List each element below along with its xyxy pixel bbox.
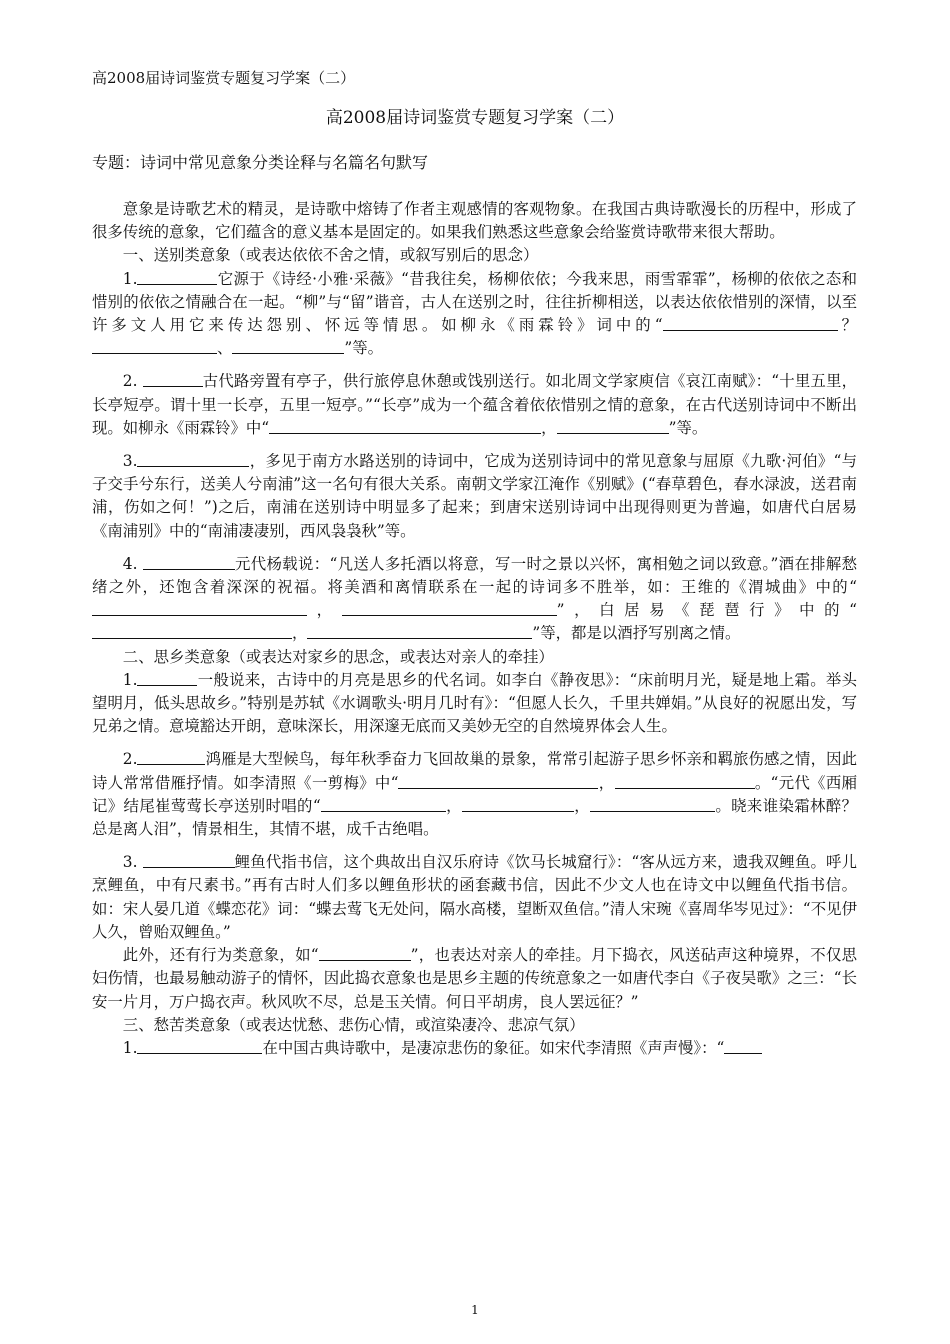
intro-paragraph: 意象是诗歌艺术的精灵，是诗歌中熔铸了作者主观感情的客观物象。在我国古典诗歌漫长的历程中，形成了很多传统的意象，它们蕴含的意义基本是固定的。如果我们熟悉这些意象会给鉴赏诗歌带来很大帮助。 [92, 200, 857, 242]
fill-blank[interactable] [92, 338, 217, 354]
fill-blank[interactable] [462, 796, 574, 812]
running-header: 高2008届诗词鉴赏专题复习学案（二） [92, 69, 356, 87]
fill-blank[interactable] [137, 269, 217, 285]
fill-blank[interactable] [92, 600, 307, 616]
sec2-item-1: 1. 一般说来，古诗中的月亮是思乡的代名词。如李白《静夜思》：“床前明月光，疑是地上霜。举头望明月，低头思故乡。”特别是苏轼《水调歌头·明月几时有》：“但愿人长久，千里共婵娟。”从良好的祝愿出发，写兄弟之情。意境豁达开朗，意味深长，用深邃无底而又美妙无空的自然境界体会人生。 [92, 670, 857, 736]
topic-line: 专题：诗词中常见意象分类诠释与名篇名句默写 [92, 153, 429, 172]
sec2-item-2: 2. 鸿雁是大型候鸟，每年秋季奋力飞回故巢的景象，常常引起游子思乡怀亲和羁旅伤感之情，因此诗人常常借雁抒情。如李清照《一剪梅》中“ ， 。“元代《西厢记》结尾崔莺莺长亭送别时唱的“ ， ， 。晓来谁染霜林醉？总是离人泪”，情景相生，其情不堪，成千古绝唱。 [92, 750, 857, 839]
fill-blank[interactable] [615, 773, 755, 789]
fill-blank[interactable] [429, 418, 541, 434]
fill-blank[interactable] [137, 1038, 262, 1054]
fill-blank[interactable] [590, 796, 715, 812]
fill-blank[interactable] [319, 945, 411, 961]
fill-blank[interactable] [137, 451, 249, 467]
fill-blank[interactable] [269, 418, 429, 434]
sec1-item-2: 2. 古代路旁置有亭子，供行旅停息休憩或饯别送行。如北周文学家庾信《哀江南赋》：“十里五里，长亭短亭。谓十里一长亭，五里一短亭。”“长亭”成为一个蕴含着依依惜别之情的意象，在古代送别诗词中不断出现。如柳永《雨霖铃》中“ ， ”等。 [92, 372, 857, 437]
fill-blank[interactable] [342, 600, 557, 616]
fill-blank[interactable] [321, 796, 446, 812]
fill-blank[interactable] [307, 623, 532, 639]
section-heading-2: 二、思乡类意象（或表达对家乡的思念，或表达对亲人的牵挂） [122, 647, 554, 666]
fill-blank[interactable] [663, 315, 838, 331]
fill-blank[interactable] [143, 554, 235, 570]
section-heading-1: 一、送别类意象（或表达依依不舍之情，或叙写别后的思念） [122, 246, 539, 265]
fill-blank[interactable] [398, 773, 598, 789]
fill-blank[interactable] [137, 749, 205, 765]
sec1-item-4: 4. 元代杨载说：“凡送人多托酒以将意，写一时之景以兴怀，寓相勉之词以致意。”酒在排解愁绪之外，还饱含着深深的祝福。将美酒和离情联系在一起的诗词多不胜举，如：王维的《渭城曲》中的“， ”，白居易《琵琶行》中的“， ”等，都是以酒抒写别离之情。 [92, 554, 857, 643]
fill-blank[interactable] [724, 1038, 762, 1054]
page-title: 高2008届诗词鉴赏专题复习学案（二） [325, 108, 625, 128]
fill-blank[interactable] [137, 670, 197, 686]
section-heading-3: 三、愁苦类意象（或表达忧愁、悲伤心情，或渲染凄冷、悲凉气氛） [122, 1015, 585, 1034]
fill-blank[interactable] [557, 418, 669, 434]
sec2-extra: 此外，还有行为类意象，如“ ”，也表达对亲人的牵挂。月下捣衣，风送砧声这种境界，不仅思妇伤情，也最易触动游子的情怀，因此捣衣意象也是思乡主题的传统意象之一如唐代李白《子夜吴歌》之三：“长安一片月，万户捣衣声。秋风吹不尽，总是玉关情。何日平胡虏，良人罢远征？” [92, 946, 857, 1011]
page-number: 1 [471, 1303, 479, 1317]
sec1-item-3: 3. ，多见于南方水路送别的诗词中，它成为送别诗词中的常见意象与屈原《九歌·河伯》“与子交手兮东行，送美人兮南浦”这一名句有很大关系。南朝文学家江淹作《别赋》(“春草碧色，春水渌波，送君南浦，伤如之何！”)之后，南浦在送别诗中明显多了起来；到唐宋送别诗词中出现得则更为普遍，如唐代白居易《南浦别》中的“南浦凄凄别，西风袅袅秋”等。 [92, 452, 857, 540]
fill-blank[interactable] [143, 371, 203, 387]
fill-blank[interactable] [143, 852, 235, 868]
fill-blank[interactable] [92, 623, 292, 639]
sec1-item-1: 1. 它源于《诗经·小雅·采薇》“昔我往矣，杨柳依依；今我来思，雨雪霏霏”，杨柳的依依之态和惜别的依依之情融合在一起。“柳”与“留”谐音，古人在送别之时，往往折柳相送，以表达依依惜别的深情，以至许多文人用它来传达怨别、怀远等情思。如柳永《雨霖铃》词中的“ ？、 ”等。 [92, 269, 857, 358]
fill-blank[interactable] [232, 338, 344, 354]
sec3-item-1: 1. 在中国古典诗歌中，是凄凉悲伤的象征。如宋代李清照《声声慢》：“ [92, 1037, 857, 1060]
document-body [92, 198, 857, 1060]
sec2-item-3: 3. 鲤鱼代指书信，这个典故出自汉乐府诗《饮马长城窟行》：“客从远方来，遗我双鲤鱼。呼儿烹鲤鱼，中有尺素书。”再有古时人们多以鲤鱼形状的函套藏书信，因此不少文人也在诗文中以鲤鱼代指书信。如：宋人晏几道《蝶恋花》词：“蝶去莺飞无处问，隔水高楼，望断双鱼信。”清人宋琬《喜周华岑见过》：“不见伊人久，曾贻双鲤鱼。” [92, 853, 857, 941]
